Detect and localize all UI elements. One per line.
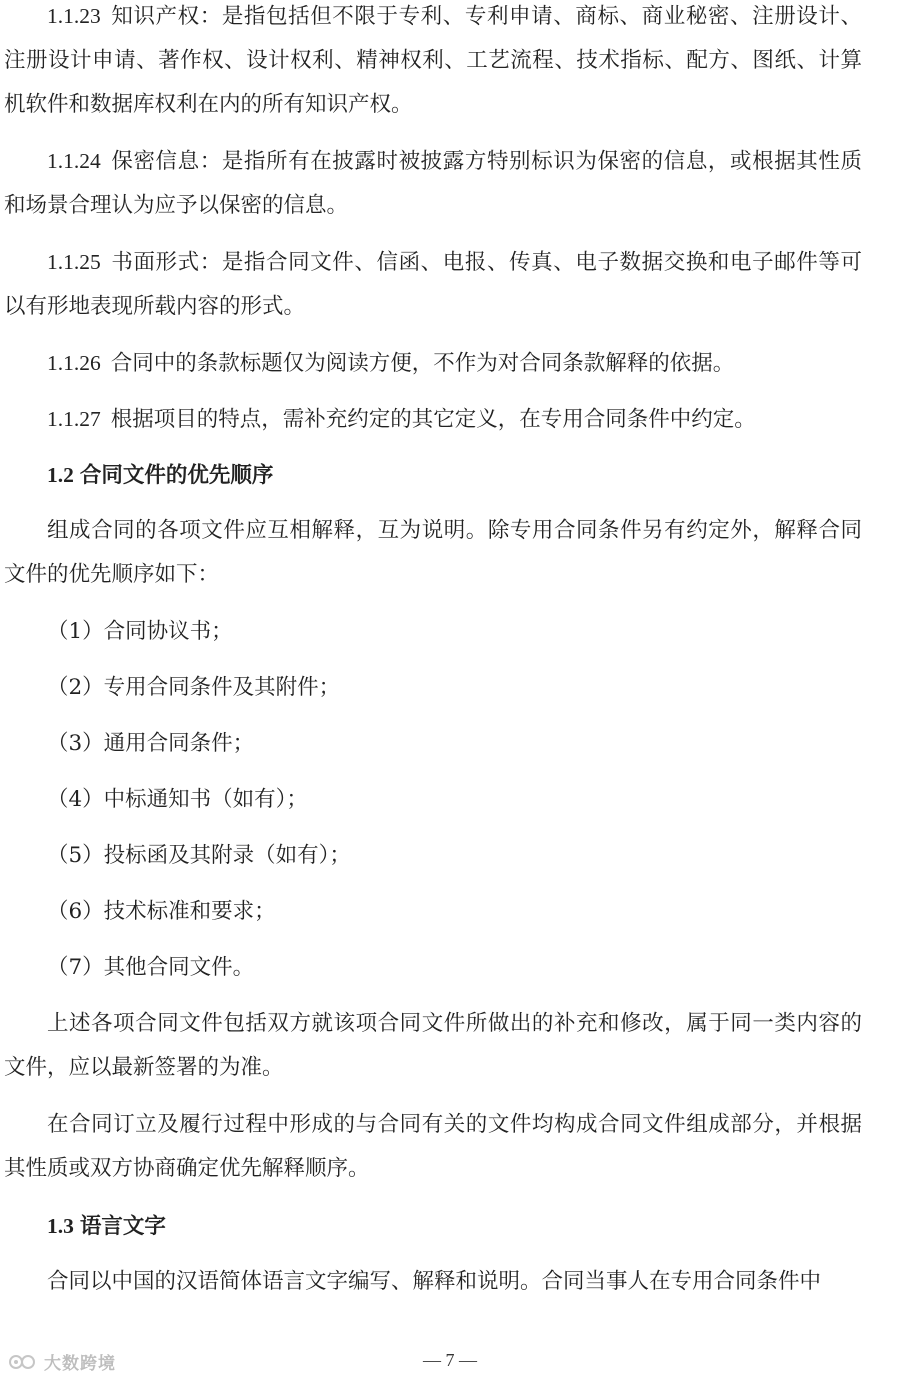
priority-list-item: （1）合同协议书； — [47, 619, 233, 644]
priority-list-item: （4）中标通知书（如有）； — [47, 787, 308, 812]
section-heading-1-2 — [47, 453, 273, 498]
clause-number: 1.1.25 — [47, 250, 101, 274]
watermark-text: 大数跨境 — [44, 1354, 116, 1374]
clause-1-1-26 — [4, 341, 862, 386]
clause-text: 知识产权：是指包括但不限于专利、专利申请、商标、商业秘密、注册设计、注册设计申请、著作权、设计权利、精神权利、工艺流程、技术指标、配方、图纸、计算机软件和数据库权利在内的所有知识产权。 — [4, 4, 862, 117]
section-title: 合同文件的优先顺序 — [79, 463, 274, 488]
section-1-3-paragraph: 合同以中国的汉语简体语言文字编写、解释和说明。合同当事人在专用合同条件中 — [47, 1269, 822, 1294]
clause-number: 1.1.26 — [47, 351, 101, 375]
section-1-2-paragraph: 在合同订立及履行过程中形成的与合同有关的文件均构成合同文件组成部分，并根据其性质或双方协商确定优先解释顺序。 — [4, 1112, 862, 1181]
priority-list-item: （5）投标函及其附录（如有）； — [47, 843, 351, 868]
clause-text: 保密信息：是指所有在披露时被披露方特别标识为保密的信息，或根据其性质和场景合理认为应予以保密的信息。 — [4, 149, 862, 218]
clause-number: 1.1.27 — [47, 407, 101, 431]
section-title: 语言文字 — [79, 1214, 166, 1239]
watermark — [8, 1349, 116, 1374]
section-number: 1.2 — [47, 463, 74, 487]
section-heading-1-3 — [47, 1204, 166, 1249]
clause-1-1-27 — [4, 397, 862, 442]
page-number: — 7 — — [423, 1350, 477, 1370]
clause-text: 合同中的条款标题仅为阅读方便，不作为对合同条款解释的依据。 — [110, 351, 735, 376]
section-1-2-paragraph: 上述各项合同文件包括双方就该项合同文件所做出的补充和修改，属于同一类内容的文件，应以最新签署的为准。 — [4, 1011, 862, 1080]
section-number: 1.3 — [47, 1214, 74, 1238]
priority-list-item: （6）技术标准和要求； — [47, 899, 276, 924]
clause-number: 1.1.24 — [47, 149, 101, 173]
clause-text: 书面形式：是指合同文件、信函、电报、传真、电子数据交换和电子邮件等可以有形地表现所载内容的形式。 — [4, 250, 862, 319]
priority-list-item: （2）专用合同条件及其附件； — [47, 675, 341, 700]
section-1-2-intro: 组成合同的各项文件应互相解释，互为说明。除专用合同条件另有约定外，解释合同文件的优先顺序如下： — [4, 518, 862, 587]
clause-1-1-25 — [4, 240, 862, 329]
priority-list-item: （3）通用合同条件； — [47, 731, 255, 756]
clause-1-1-24 — [4, 139, 862, 228]
watermark-logo-icon — [8, 1351, 38, 1373]
clause-number: 1.1.23 — [47, 4, 101, 28]
clause-text: 根据项目的特点，需补充约定的其它定义，在专用合同条件中约定。 — [110, 407, 756, 432]
clause-1-1-23 — [4, 0, 862, 127]
priority-list-item: （7）其他合同文件。 — [47, 955, 255, 980]
